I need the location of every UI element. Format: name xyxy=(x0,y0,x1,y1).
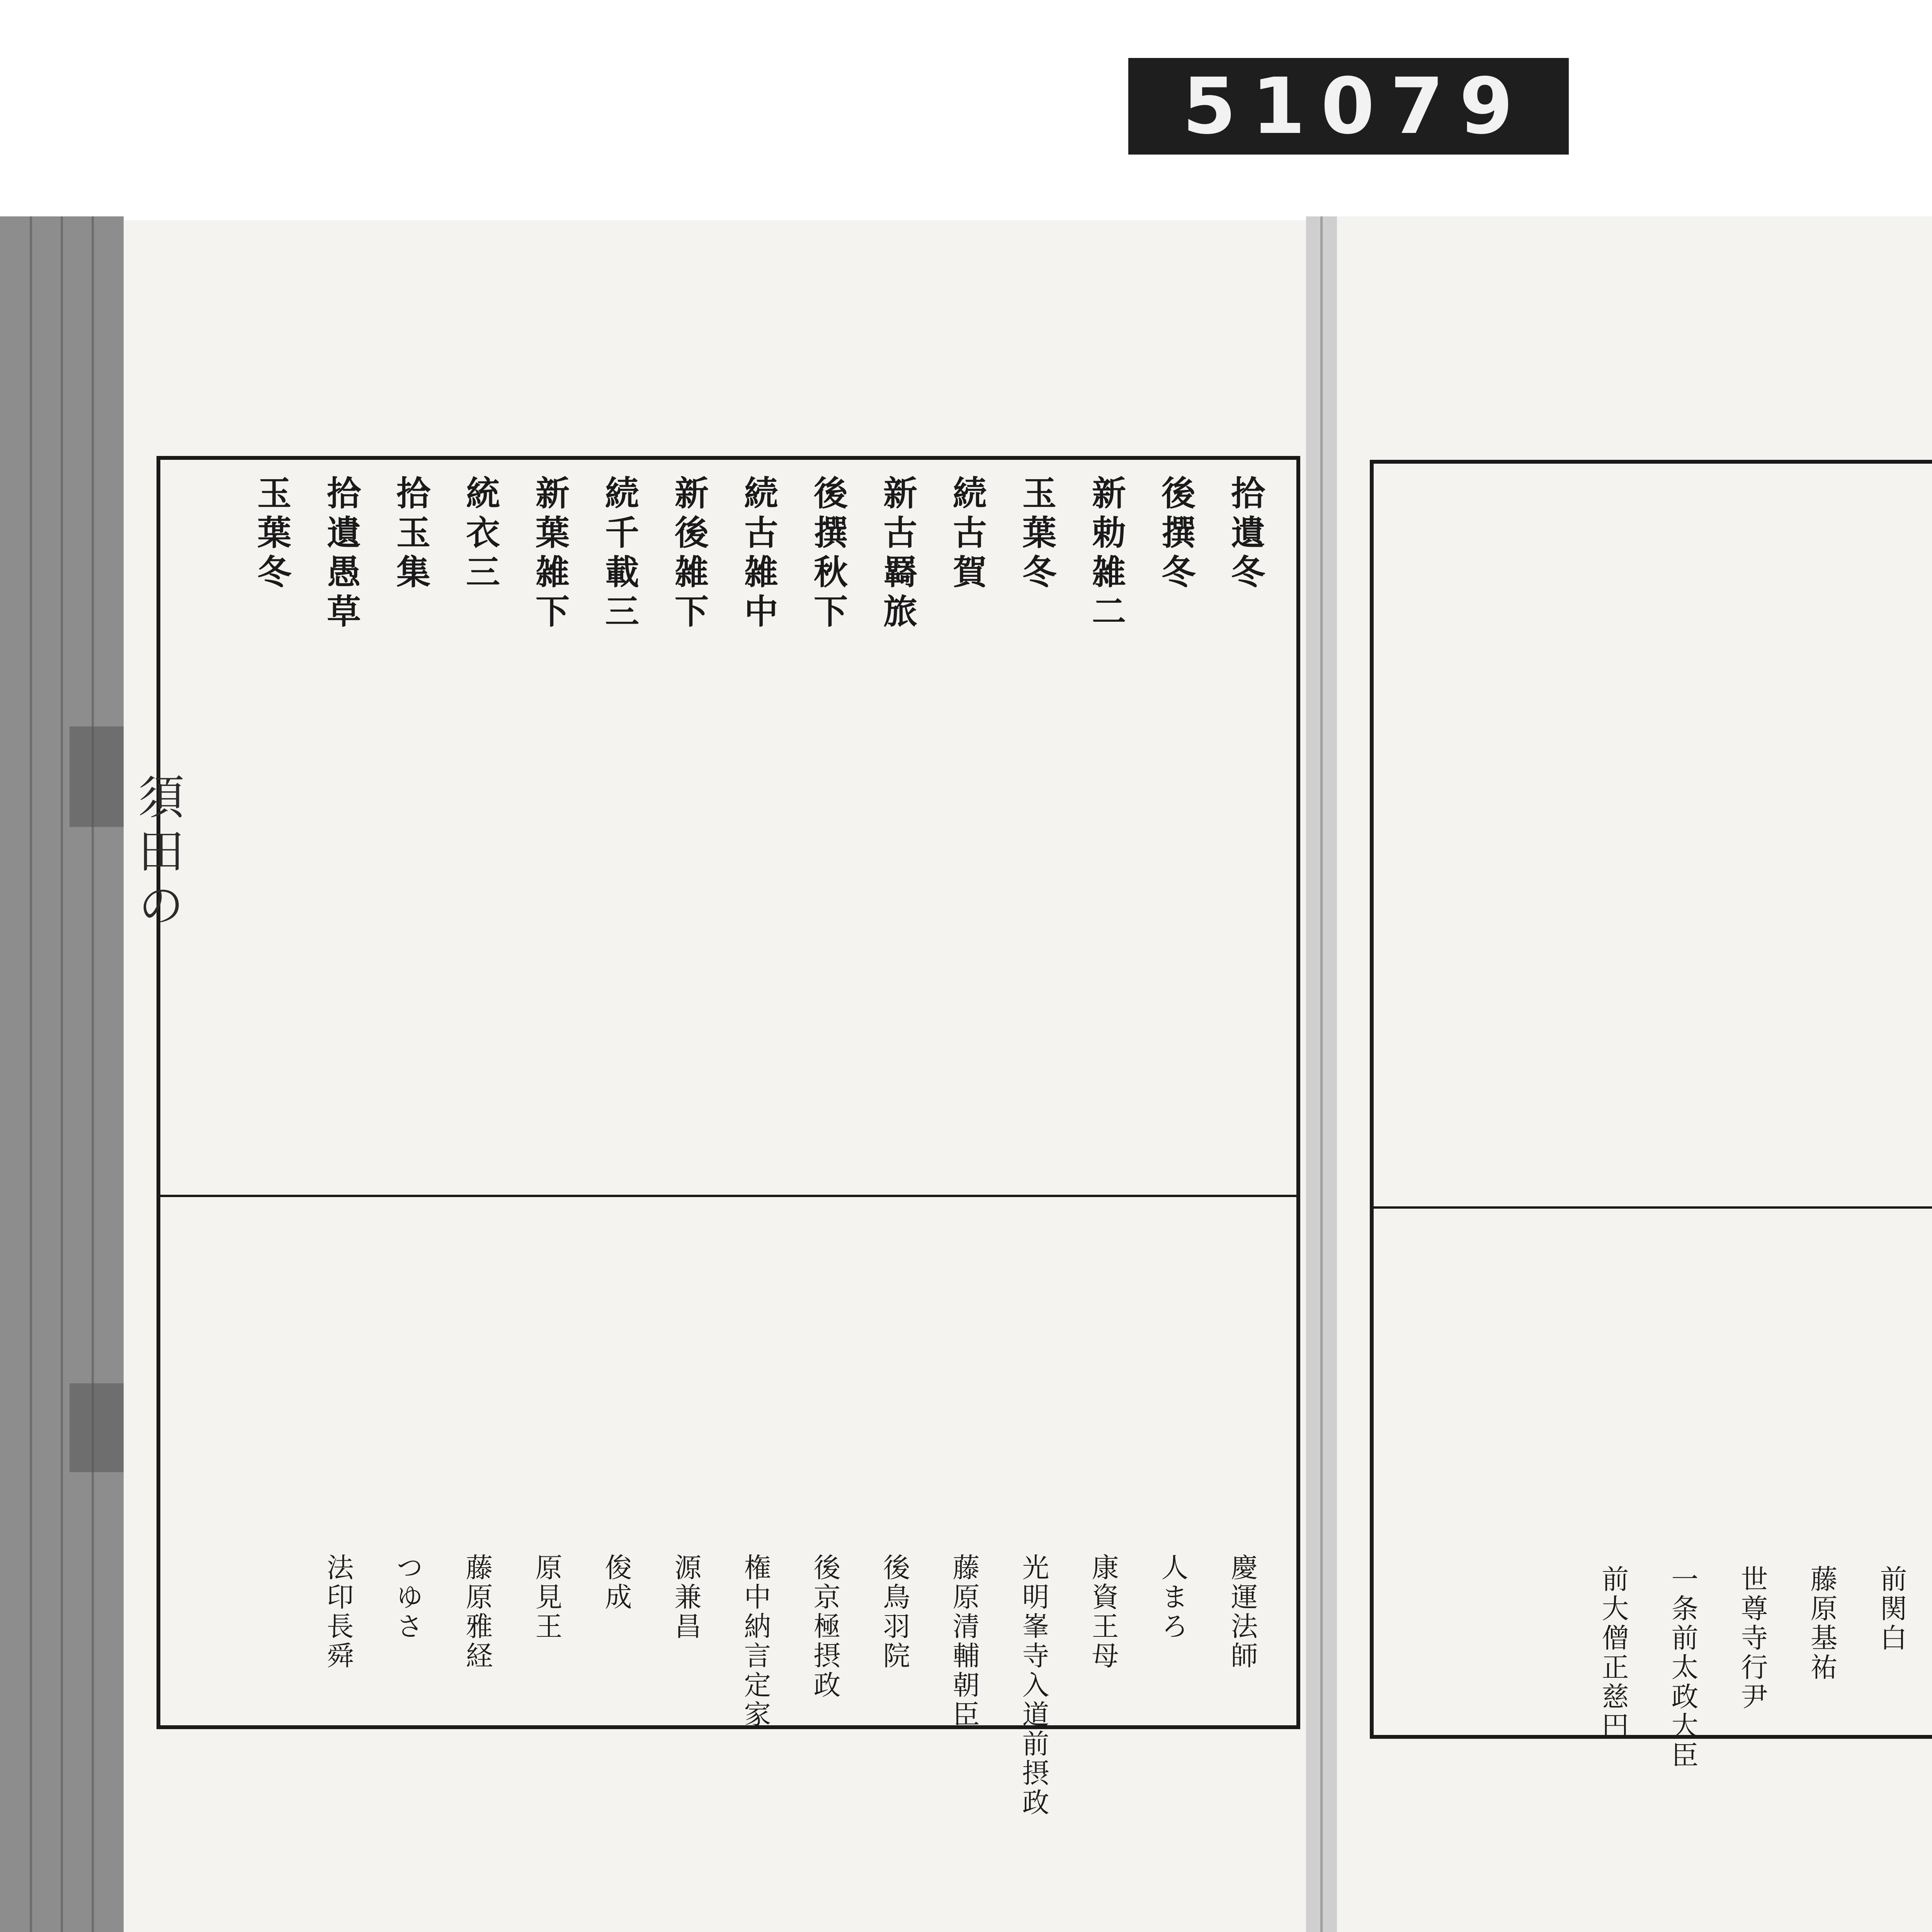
poet-name: 前大僧正慈円 xyxy=(1597,1565,1629,1741)
poet-name: 光明峯寺入道前摂政 xyxy=(1018,1553,1049,1818)
source-label: 玉葉冬 xyxy=(252,475,292,594)
source-label: 後撰冬 xyxy=(1156,475,1196,594)
source-label: 続古賀 xyxy=(947,475,988,594)
poet-name: 権中納言定家 xyxy=(740,1553,771,1730)
source-label: 新古羇旅 xyxy=(878,475,918,633)
poet-name: 後京極摂政 xyxy=(809,1553,841,1700)
left-page xyxy=(124,220,1314,1932)
source-label: 拾玉集 xyxy=(391,475,431,594)
frame-number: 079 xyxy=(1321,61,1529,151)
poet-name: 藤原清輔朝臣 xyxy=(948,1553,980,1730)
poet-name: 藤原雅経 xyxy=(461,1553,493,1671)
source-label: 新勅雑二 xyxy=(1087,475,1127,633)
right-page xyxy=(1329,216,1932,1932)
poet-name: 源兼昌 xyxy=(670,1553,702,1641)
source-label: 玉葉冬 xyxy=(1017,475,1057,594)
source-label: 後撰秋下 xyxy=(808,475,849,633)
source-label: 新葉雑下 xyxy=(530,475,570,633)
poet-name: 法印長舜 xyxy=(322,1553,354,1671)
source-label: 新後雑下 xyxy=(669,475,709,633)
source-label: 拾遺愚草 xyxy=(321,475,362,633)
poet-name: 康資王母 xyxy=(1087,1553,1119,1671)
poet-name: 原見王 xyxy=(531,1553,563,1641)
poet-name: 世尊寺行尹 xyxy=(1736,1565,1768,1712)
poet-name: 慶運法師 xyxy=(1226,1553,1258,1671)
left-margin-note: 須田の xyxy=(130,773,184,935)
source-label: 続千載三 xyxy=(600,475,640,633)
source-label: 続古雑中 xyxy=(739,475,779,633)
poet-name: 後鳥羽院 xyxy=(879,1553,910,1671)
source-label: 拾遺冬 xyxy=(1226,475,1266,594)
poet-name: 一条前太政大臣 xyxy=(1667,1565,1699,1770)
source-label: 統衣三 xyxy=(461,475,501,594)
poet-name: つゆさ xyxy=(392,1553,423,1641)
poet-name: 人まろ xyxy=(1157,1553,1189,1641)
poet-name: 俊成 xyxy=(600,1553,632,1612)
volume-number: 51 xyxy=(1182,61,1321,151)
poet-name: 藤原基祐 xyxy=(1806,1565,1838,1682)
poet-name: 前関白 xyxy=(1876,1565,1907,1653)
